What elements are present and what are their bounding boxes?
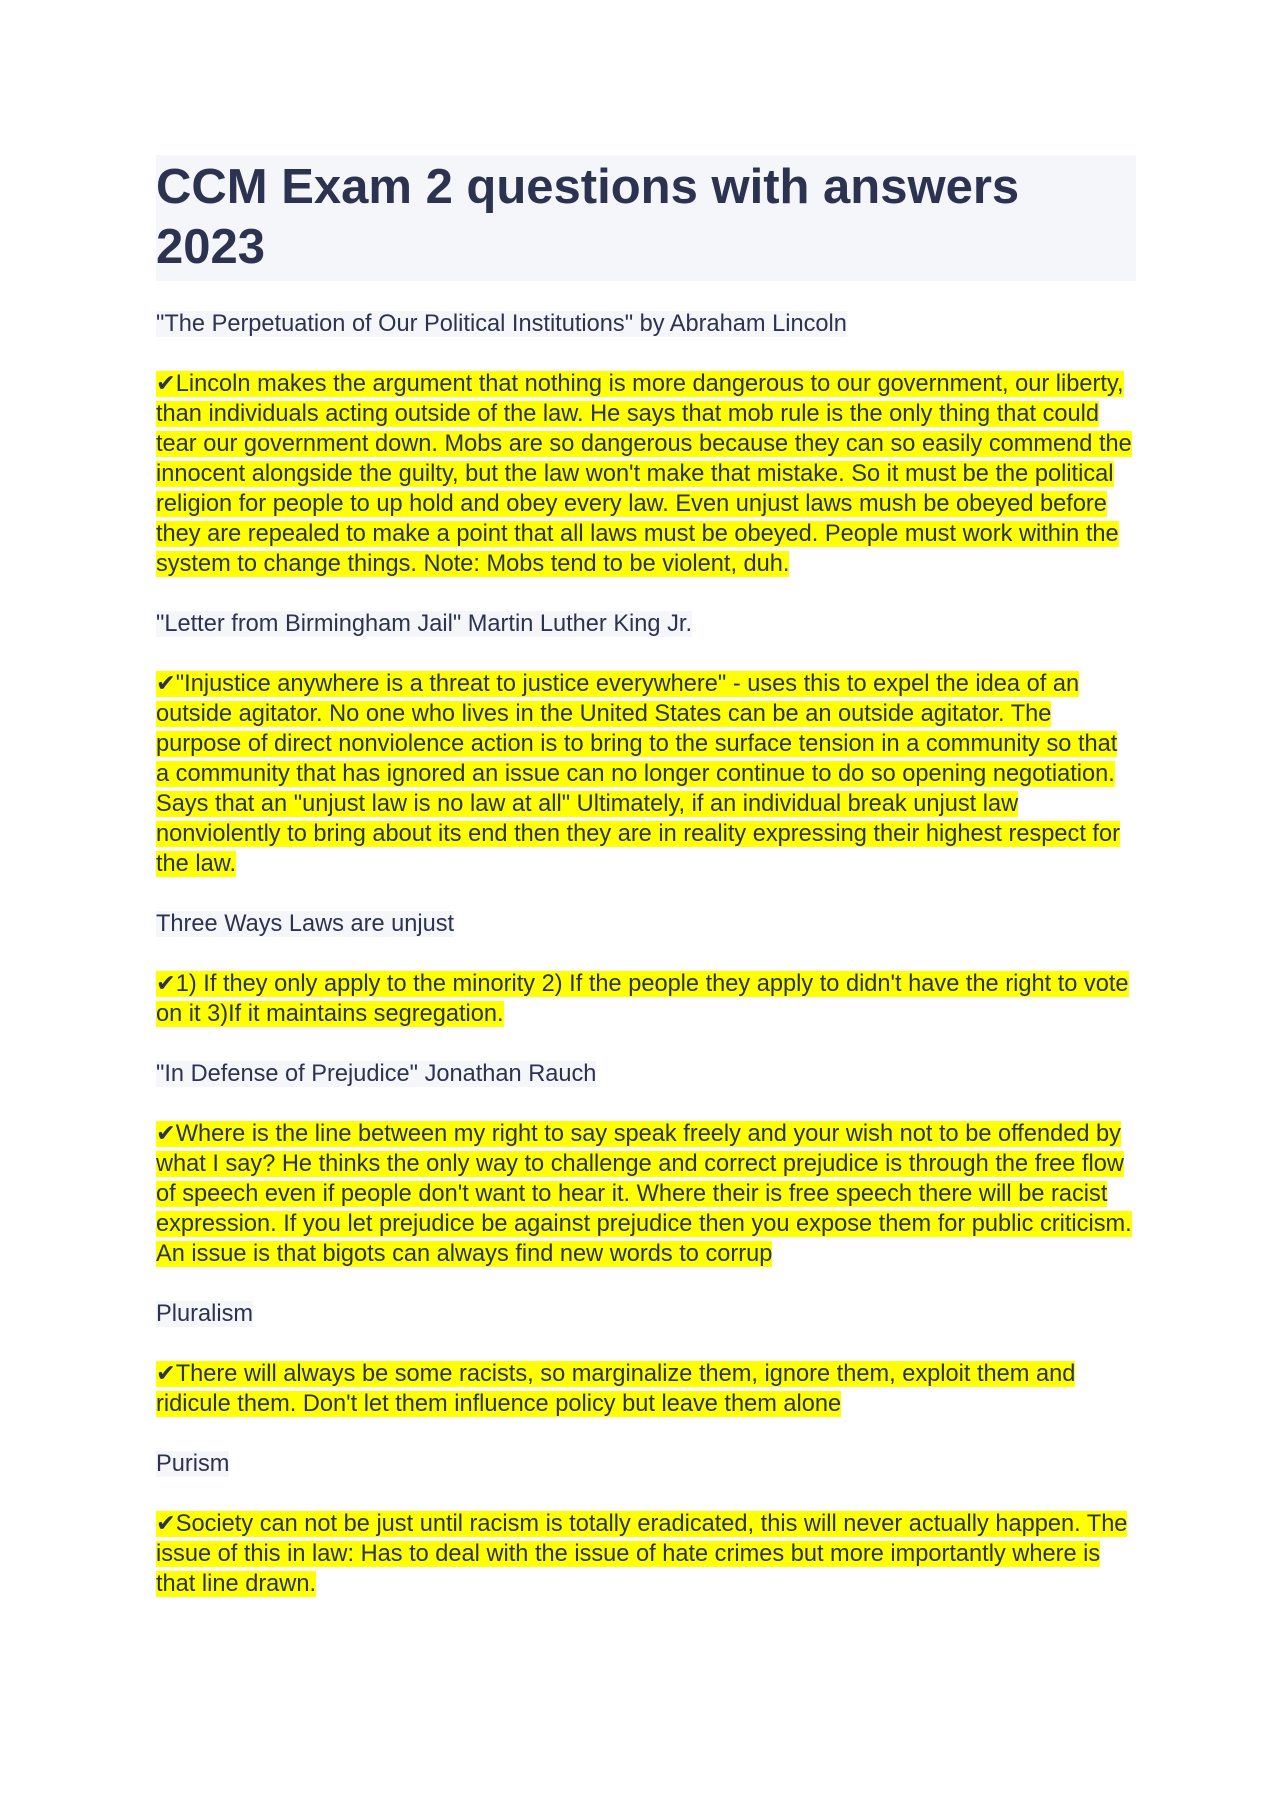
question-text: Purism xyxy=(156,1451,230,1477)
answer-text: ✔Lincoln makes the argument that nothing is more dangerous to our government, our liberty, than individuals acting outside of the law. He says that mob rule is the only thing that could tear our government down. Mobs are so dangerous because they can so easily commend the innocent alongside the guilty, but the law won't make that mistake. So it must be the political religion for people to up hold and obey every law. Even unjust laws mush be obeyed before they are repealed to make a point that all laws must be obeyed. People must work within the system to change things. Note: Mobs tend to be violent, duh. xyxy=(156,371,1132,577)
question-text: "The Perpetuation of Our Political Institutions" by Abraham Lincoln xyxy=(156,311,847,337)
answer-text: ✔Society can not be just until racism is totally eradicated, this will never actually happen. The issue of this in law: Has to deal with the issue of hate crimes but more importantly where is that line drawn. xyxy=(156,1511,1128,1597)
document-title: CCM Exam 2 questions with answers 2023 xyxy=(156,160,1020,274)
document-page xyxy=(156,155,1136,1629)
answer-text: ✔Where is the line between my right to say speak freely and your wish not to be offended by what I say? He thinks the only way to challenge and correct prejudice is through the free flow of speech even if people don't want to hear it. Where their is free speech there will be racist expression. If you let prejudice be against prejudice then you expose them for public criticism. An issue is that bigots can always find new words to corrup xyxy=(156,1121,1132,1267)
question-text: "Letter from Birmingham Jail" Martin Luther King Jr. xyxy=(156,611,693,637)
question xyxy=(156,309,1136,339)
answer-text: ✔There will always be some racists, so marginalize them, ignore them, exploit them and ridicule them. Don't let them influence policy but leave them alone xyxy=(156,1361,1076,1417)
answer xyxy=(156,1119,1136,1269)
answer-text: ✔1) If they only apply to the minority 2) If the people they apply to didn't have the right to vote on it 3)If it maintains segregation. xyxy=(156,971,1129,1027)
answer xyxy=(156,1509,1136,1599)
answer xyxy=(156,969,1136,1029)
question xyxy=(156,1059,1136,1089)
answer xyxy=(156,1359,1136,1419)
question-text: Pluralism xyxy=(156,1301,254,1327)
question-text: "In Defense of Prejudice" Jonathan Rauch xyxy=(156,1061,597,1087)
answer xyxy=(156,369,1136,579)
title-box xyxy=(156,155,1136,281)
question xyxy=(156,909,1136,939)
question xyxy=(156,609,1136,639)
answer-text: ✔"Injustice anywhere is a threat to justice everywhere" - uses this to expel the idea of an outside agitator. No one who lives in the United States can be an outside agitator. The purpose of direct nonviolence action is to bring to the surface tension in a community so that a community that has ignored an issue can no longer continue to do so opening negotiation. Says that an "unjust law is no law at all" Ultimately, if an individual break unjust law nonviolently to bring about its end then they are in reality expressing their highest respect for the law. xyxy=(156,671,1120,877)
question xyxy=(156,1449,1136,1479)
answer xyxy=(156,669,1136,879)
question xyxy=(156,1299,1136,1329)
question-text: Three Ways Laws are unjust xyxy=(156,911,455,937)
